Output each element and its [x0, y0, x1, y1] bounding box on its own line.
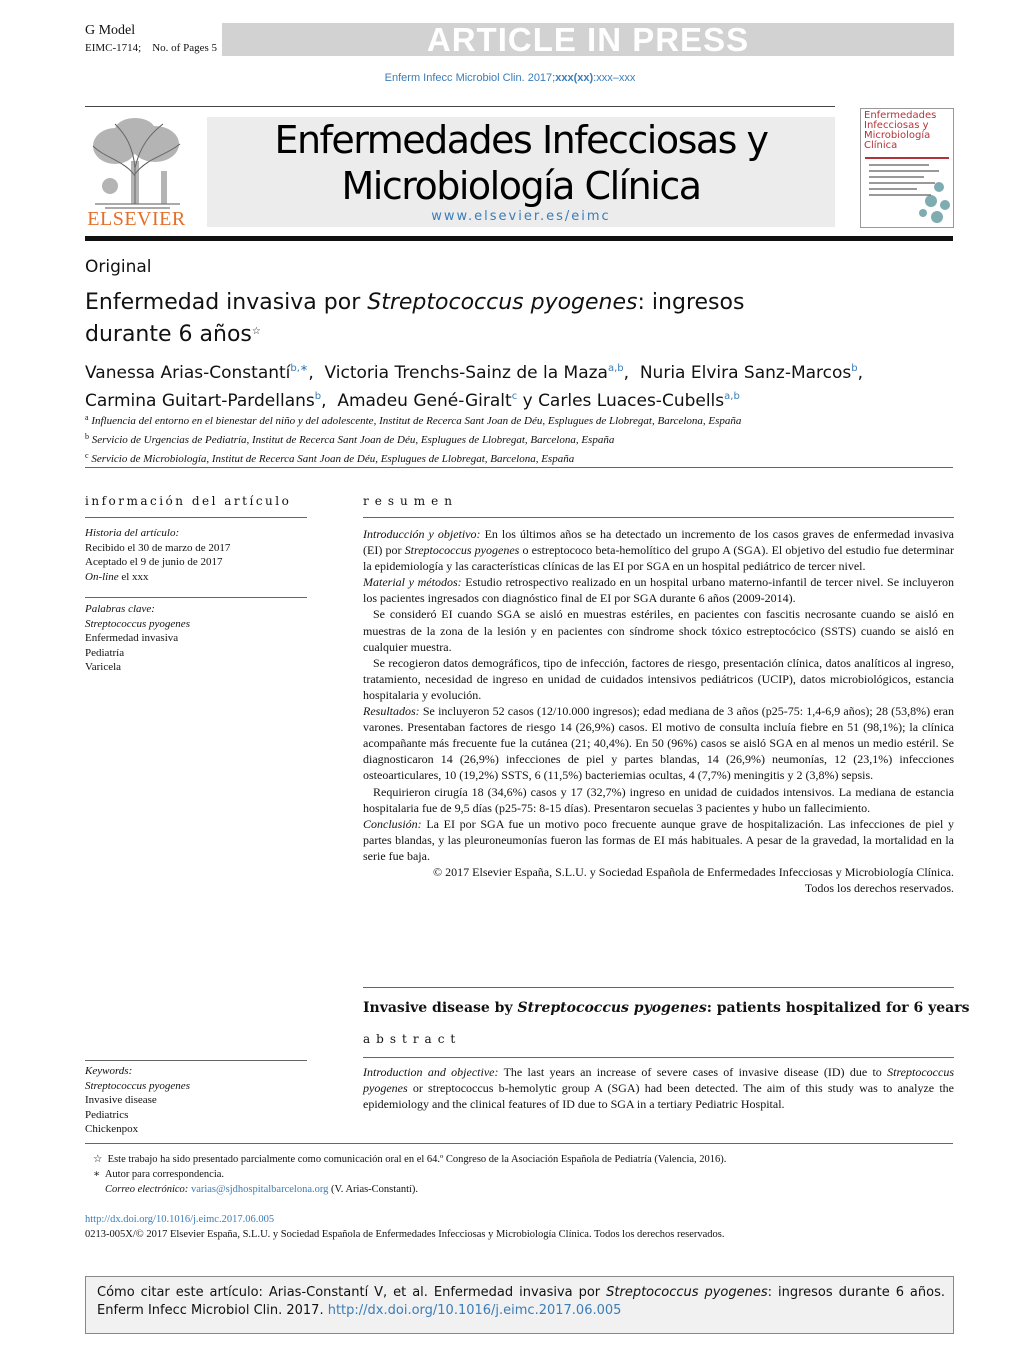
doi-block [85, 1212, 725, 1242]
keyword: Streptococcus pyogenes [85, 617, 190, 630]
article-code [85, 42, 217, 54]
header-rule [85, 106, 835, 107]
abstract-rule [363, 1057, 954, 1058]
abstract-body: Introduction and objective: The last years an increase of severe cases of invasive disease (ID) due to Streptococcus pyogenes or streptococcus b-hemolytic group A (SGA) had been detected. The aim of this study was to analyze the epidemiology and the clinical features of ID due to SGA in a tertiary Pediatric Hospital. [363, 1065, 954, 1112]
author-email-link[interactable]: varias@sjdhospitalbarcelona.org [190, 1184, 329, 1195]
article-in-press-banner: ARTICLE IN PRESS [222, 23, 954, 56]
page-count: No. of Pages 5 [152, 42, 218, 54]
keywords-en: Keywords: Streptococcus pyogenes Invasive disease Pediatrics Chickenpox [85, 1064, 307, 1137]
keyword: Varicela [85, 661, 122, 673]
ref-code: EIMC-1714; [85, 42, 142, 54]
copyright: © 2017 Elsevier España, S.L.U. y Sociedad Española de Enfermedades Infecciosas y Microbiología Clínica. Todos los derechos reservados. [433, 864, 954, 896]
journal-reference[interactable]: Enferm Infecc Microbiol Clin. 2017;xxx(xx):xxx–xxx [384, 72, 636, 84]
article-title: Enfermedad invasiva por Streptococcus pyogenes: ingresos durante 6 años☆ [85, 290, 745, 347]
header-thick-rule [85, 236, 953, 241]
abstract-heading: abstract [363, 1032, 462, 1046]
resumen-rule [363, 517, 954, 518]
cover-journal-title: Enfermedades Infecciosas y Microbiología Clínica [864, 110, 937, 151]
resumen-body: Introducción y objetivo: En los últimos años se ha detectado un incremento de los casos graves de enfermedad invasiva (EI) por Streptococcus pyogenes o estreptococo beta-hemolítico del grupo A (SGA). El objetivo del estudio fue determinar la epidemiología y las características clínicas de las EI por SGA en un hospital pediátrico de tercer nivel. Material y métodos: Estudio retrospectivo realizado en un hospital urbano materno-infantil de tercer nivel. Se incluyeron los pacientes ingresados con diagnóstico final de EI por SGA durante 6 años (2009-2014). Se consideró EI cuando SGA se aisló en muestras estériles, en pacientes con fascitis necrosante cuando se aisló en muestras de la zona de la lesión y en pacientes con síndrome shock tóxico estreptocócico (SSTS) cuando se aisló en cualquier muestra. Se recogieron datos demográficos, tipo de infección, factores de riesgo, presentación clínica, datos analíticos al ingreso, tratamiento, necesidad de ingreso en unidad de cuidados intensivos pediátricos (UCIP), datos microbiológicos, estancia hospitalaria y evolución. Resultados: Se incluyeron 52 casos (12/10.000 ingresos); edad mediana de 3 años (p25-75: 1,4-6,9 años); 28 (53,8%) eran varones. Presentaban factores de riesgo 14 (26,9%) casos. El motivo de consulta incluía fiebre en 51 (98,1%); la clínica acompañante más frecuente fue la cutánea (21; 40,4%). En 50 (96%) casos se aisló SGA en al menos un medio estéril. Se diagnosticaron 14 (26,9%) infecciones de piel y partes blandas, 14 (26,9%) neumonías, 12 (23,1%) infecciones osteoarticulares, 10 (19,2%) SSTS, 6 (11,5%) bacteriemias ocultas, 4 (7,7%) meningitis y 2 (3,8%) sepsis. Requirieron cirugía 18 (34,6%) casos y 17 (32,7%) ingreso en unidad de cuidados intensivos. La mediana de estancia hospitalaria fue de 9,5 días (p25-75: 8-15 días). Presentaron secuelas 3 pacientes y hubo un fallecimiento. Conclusión: La EI por SGA fue un motivo poco frecuente aunque grave de hospitalización. Las infecciones de piel y partes blandas, y las pleuroneumonías fueron las formas de EI más habituales. A pesar de la gravedad, la mortalidad en la serie fue baja. © 2017 Elsevier España, S.L.U. y Sociedad Española de Enfermedades Infecciosas y Microbiología Clínica. Todos los derechos reservados. [363, 527, 954, 896]
affiliations-rule [85, 467, 953, 468]
article-section: Original [85, 257, 152, 277]
author: Carles Luaces-Cubells [538, 391, 725, 411]
affiliation: $^c$ Servicio de Microbiología, Institut de Recerca Sant Joan de Déu, Esplugues de Llobregat, Barcelona, España [85, 451, 575, 465]
keywords-es: Palabras clave: Streptococcus pyogenes Enfermedad invasiva Pediatría Varicela [85, 602, 307, 675]
citation-doi-link[interactable]: http://dx.doi.org/10.1016/j.eimc.2017.06.005 [327, 1303, 622, 1318]
keyword: Enfermedad invasiva [85, 632, 179, 644]
article-info-heading: información del artículo [85, 494, 292, 508]
author: Vanessa Arias-Constantí [85, 363, 291, 383]
author: Victoria Trenchs-Sainz de la Maza [324, 363, 608, 383]
footnote-rule [85, 1143, 953, 1144]
abstract-top-rule [363, 987, 954, 988]
citation-text: Cómo citar este artículo: Arias-Constantí V, et al. Enfermedad invasiva por Streptococcus pyogenes: ingresos durante 6 años. Enferm Infecc Microbiol Clin. 2017. http://dx.doi.org/10.1016/j.eimc.2017.06.005 [97, 1285, 945, 1318]
article-history: Historia del artículo: Recibido el 30 de marzo de 2017 Aceptado el 9 de junio de 2017 On-line el xxx [85, 527, 231, 583]
info-rule [85, 517, 307, 518]
g-model-label: G Model [85, 23, 136, 38]
affiliation: $^a$ Influencia del entorno en el bienestar del niño y del adolescente, Institut de Recerca Sant Joan de Déu, Esplugues de Llobregat, Barcelona, España [85, 413, 742, 427]
english-title: Invasive disease by Streptococcus pyogenes: patients hospitalized for 6 years [363, 1000, 970, 1016]
affiliations [85, 410, 955, 467]
keyword: Pediatrics [85, 1108, 129, 1121]
affiliation: $^b$ Servicio de Urgencias de Pediatría, Institut de Recerca Sant Joan de Déu, Esplugues de Llobregat, Barcelona, España [85, 432, 615, 446]
footnotes: ☆ Este trabajo ha sido presentado parcialmente como comunicación oral en el 64.º Congreso de la Asociación Española de Pediatría (Valencia, 2016). ∗ Autor para correspondencia. Correo electrónico: varias@sjdhospitalbarcelona.org (V. Arias-Constantí). [93, 1154, 727, 1195]
elsevier-wordmark: ELSEVIER [87, 208, 186, 230]
author: Amadeu Gené-Giralt [337, 391, 512, 411]
keyword: Streptococcus pyogenes [85, 1079, 190, 1092]
author: Carmina Guitart-Pardellans [85, 391, 315, 411]
keyword: Chickenpox [85, 1123, 139, 1135]
author: Nuria Elvira Sanz-Marcos [639, 363, 852, 383]
history-rule [85, 597, 307, 598]
keywords-en-rule [85, 1060, 307, 1061]
keyword: Pediatría [85, 646, 125, 659]
journal-url[interactable]: www.elsevier.es/eimc [431, 209, 611, 224]
issn-copyright: 0213-005X/© 2017 Elsevier España, S.L.U. y Sociedad Española de Enfermedades Infecciosas y Microbiología Clínica. Todos los derechos reservados. [85, 1229, 725, 1240]
author-list: Vanessa Arias-Constantí$^{b,∗}$, Victoria Trenchs-Sainz de la Maza$^{a,b}$, Nuria Elvira Sanz-Marcos$^b$, Carmina Guitart-Pardellans$^b$, Amadeu Gené-Giralt$^c$ y Carles Luaces-Cubells$^{a,b}$ [85, 363, 864, 411]
keyword: Invasive disease [85, 1094, 157, 1106]
journal-title: Enfermedades Infecciosas y Microbiología Clínica [274, 118, 768, 208]
resumen-heading: resumen [363, 494, 458, 508]
doi-link[interactable]: http://dx.doi.org/10.1016/j.eimc.2017.06.005 [85, 1214, 275, 1225]
